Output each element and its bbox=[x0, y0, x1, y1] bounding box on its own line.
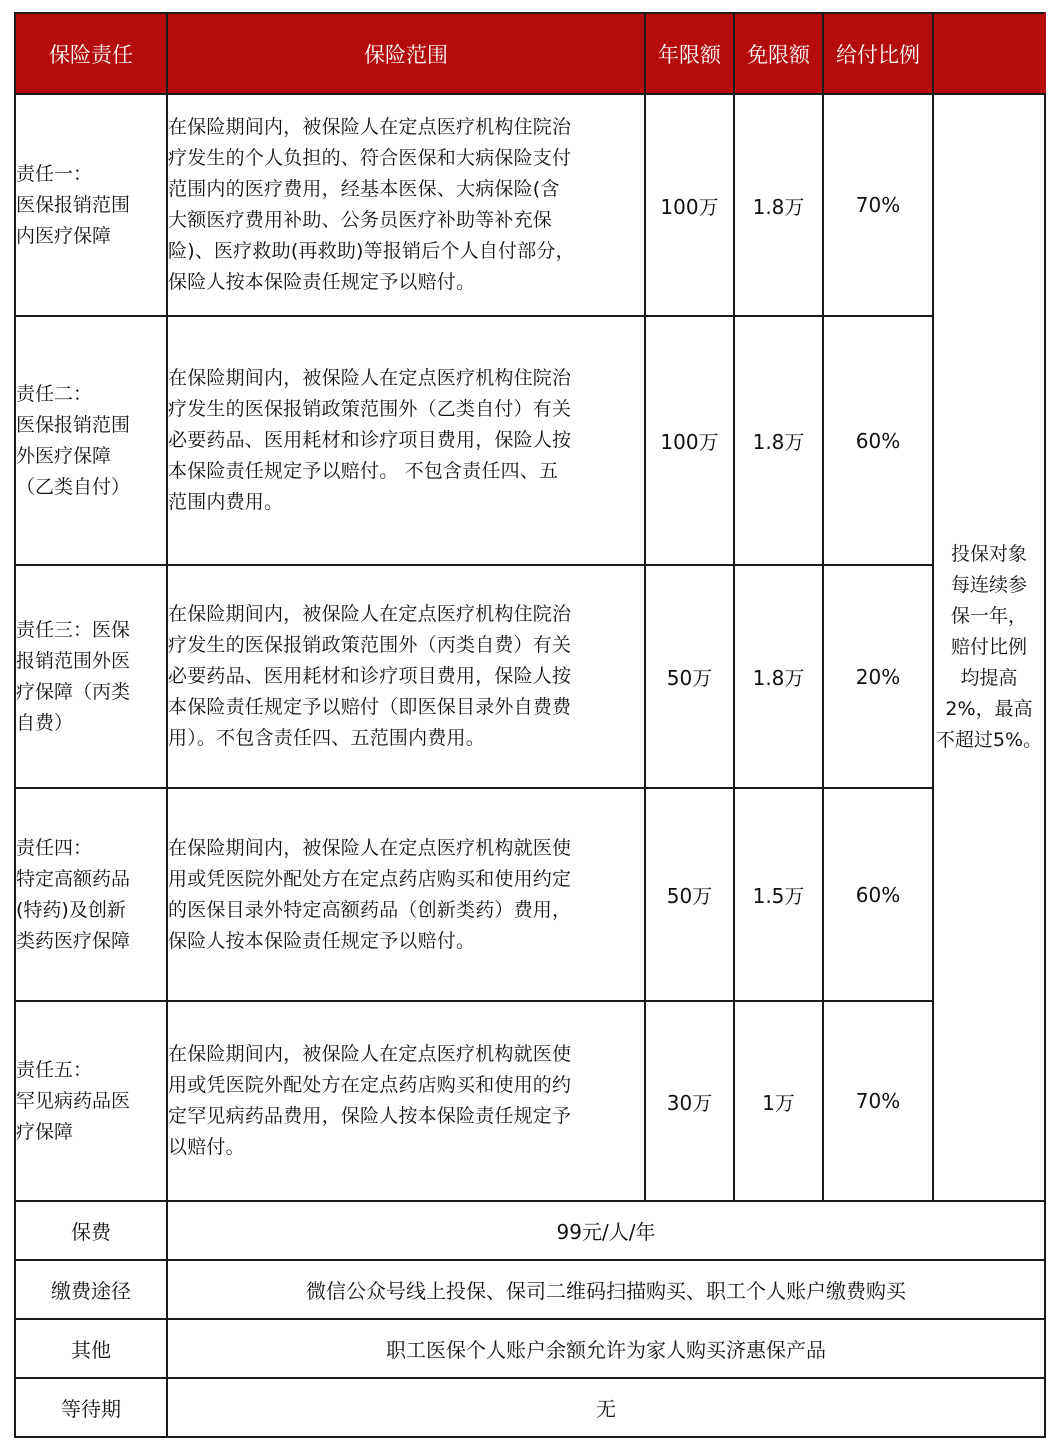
scope-cell: 在保险期间内，被保险人在定点医疗机构住院治 疗发生的个人负担的、符合医保和大病保险支付 范围内的医疗费用，经基本医保、大病保险(含 大额医疗费用补助、公务员医疗补助等补充保 险)、医疗救助(再救助)等报销后个人自付部分， 保险人按本保险责任规定予以赔付。 bbox=[167, 94, 645, 316]
responsibility-cell: 责任五： 罕见病药品医 疗保障 bbox=[15, 1001, 167, 1201]
deductible-cell: 1万 bbox=[734, 1001, 823, 1201]
responsibility-cell: 责任三：医保 报销范围外医 疗保障（丙类 自费） bbox=[15, 565, 167, 788]
ratio-increase-note: 投保对象 每连续参 保一年， 赔付比例 均提高 2%，最高 不超过5%。 bbox=[933, 94, 1045, 1201]
annual-limit-cell: 50万 bbox=[645, 788, 734, 1001]
other-value: 职工医保个人账户余额允许为家人购买济惠保产品 bbox=[167, 1319, 1045, 1378]
header-deductible: 免限额 bbox=[734, 13, 823, 94]
header-responsibility: 保险责任 bbox=[15, 13, 167, 94]
table-row bbox=[15, 565, 1045, 788]
annual-limit-cell: 50万 bbox=[645, 565, 734, 788]
payout-ratio-cell: 70% bbox=[823, 94, 933, 316]
deductible-cell: 1.5万 bbox=[734, 788, 823, 1001]
deductible-cell: 1.8万 bbox=[734, 316, 823, 565]
scope-cell: 在保险期间内，被保险人在定点医疗机构就医使 用或凭医院外配处方在定点药店购买和使用约定 的医保目录外特定高额药品（创新类药）费用， 保险人按本保险责任规定予以赔付。 bbox=[167, 788, 645, 1001]
payout-ratio-cell: 60% bbox=[823, 788, 933, 1001]
table-row bbox=[15, 316, 1045, 565]
table-row bbox=[15, 788, 1045, 1001]
annual-limit-cell: 30万 bbox=[645, 1001, 734, 1201]
premium-label: 保费 bbox=[15, 1201, 167, 1260]
annual-limit-cell: 100万 bbox=[645, 94, 734, 316]
table-row bbox=[15, 94, 1045, 316]
table-row bbox=[15, 1001, 1045, 1201]
payout-ratio-cell: 60% bbox=[823, 316, 933, 565]
premium-row bbox=[15, 1201, 1045, 1260]
scope-cell: 在保险期间内，被保险人在定点医疗机构就医使 用或凭医院外配处方在定点药店购买和使用的约 定罕见病药品费用，保险人按本保险责任规定予 以赔付。 bbox=[167, 1001, 645, 1201]
other-label: 其他 bbox=[15, 1319, 167, 1378]
responsibility-cell: 责任一： 医保报销范围 内医疗保障 bbox=[15, 94, 167, 316]
scope-cell: 在保险期间内，被保险人在定点医疗机构住院治 疗发生的医保报销政策范围外（乙类自付）有关 必要药品、医用耗材和诊疗项目费用，保险人按 本保险责任规定予以赔付。 不包含责任四、五 范围内费用。 bbox=[167, 316, 645, 565]
header-annual-limit: 年限额 bbox=[645, 13, 734, 94]
responsibility-cell: 责任四： 特定高额药品 (特药)及创新 类药医疗保障 bbox=[15, 788, 167, 1001]
payment-method-row bbox=[15, 1260, 1045, 1319]
header-blank bbox=[933, 13, 1045, 94]
header-payout-ratio: 给付比例 bbox=[823, 13, 933, 94]
waiting-period-row bbox=[15, 1378, 1045, 1437]
responsibility-cell: 责任二： 医保报销范围 外医疗保障 （乙类自付） bbox=[15, 316, 167, 565]
payout-ratio-cell: 20% bbox=[823, 565, 933, 788]
other-row bbox=[15, 1319, 1045, 1378]
payout-ratio-cell: 70% bbox=[823, 1001, 933, 1201]
header-scope: 保险范围 bbox=[167, 13, 645, 94]
insurance-benefit-table bbox=[14, 12, 1046, 1438]
premium-value: 99元/人/年 bbox=[167, 1201, 1045, 1260]
payment-method-value: 微信公众号线上投保、保司二维码扫描购买、职工个人账户缴费购买 bbox=[167, 1260, 1045, 1319]
deductible-cell: 1.8万 bbox=[734, 94, 823, 316]
table-header-row bbox=[15, 13, 1045, 94]
scope-cell: 在保险期间内，被保险人在定点医疗机构住院治 疗发生的医保报销政策范围外（丙类自费）有关 必要药品、医用耗材和诊疗项目费用，保险人按 本保险责任规定予以赔付（即医保目录外自费费 用）。不包含责任四、五范围内费用。 bbox=[167, 565, 645, 788]
annual-limit-cell: 100万 bbox=[645, 316, 734, 565]
waiting-period-value: 无 bbox=[167, 1378, 1045, 1437]
payment-method-label: 缴费途径 bbox=[15, 1260, 167, 1319]
waiting-period-label: 等待期 bbox=[15, 1378, 167, 1437]
deductible-cell: 1.8万 bbox=[734, 565, 823, 788]
